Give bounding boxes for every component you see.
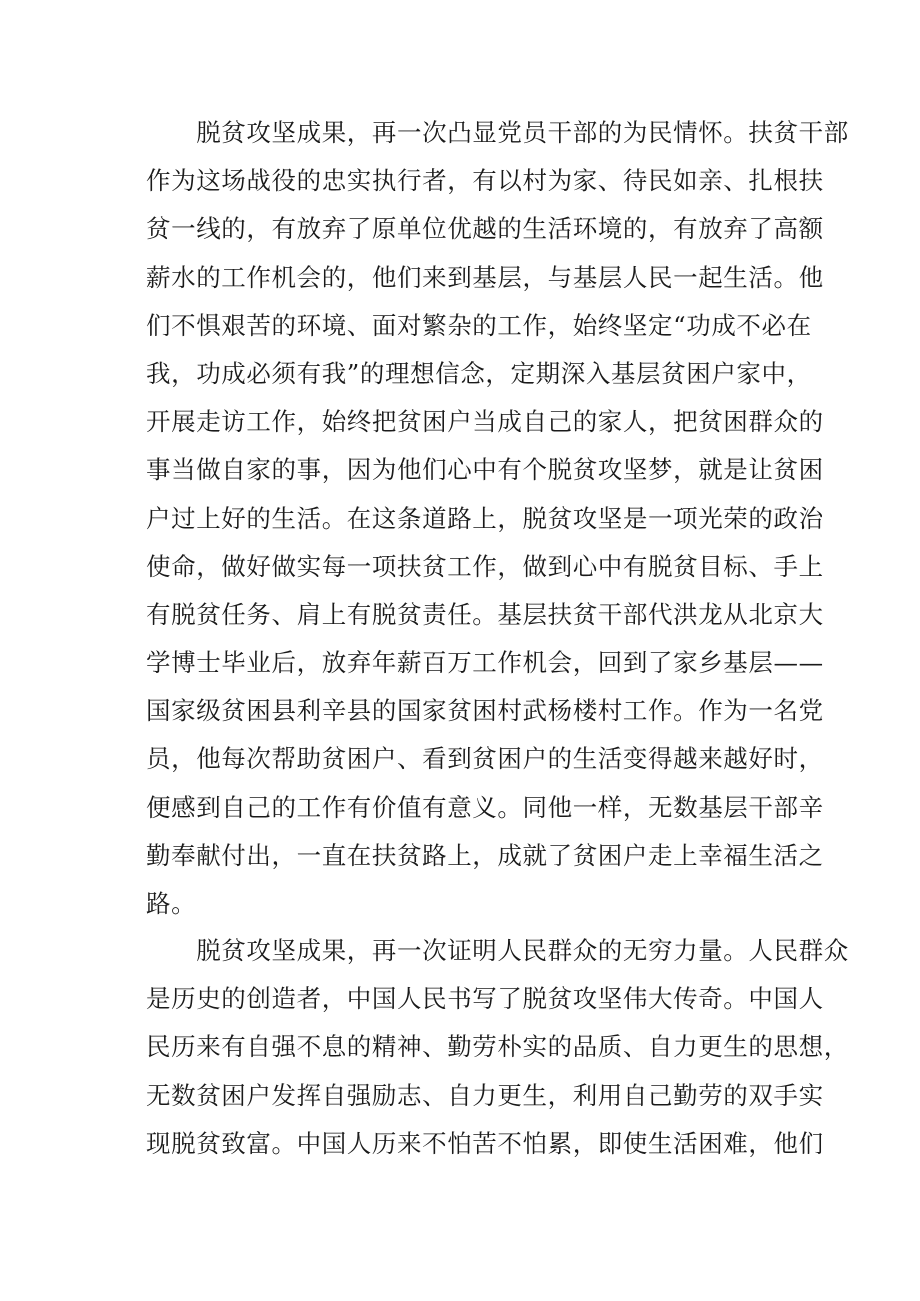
text-line: 员，他每次帮助贫困户、看到贫困户的生活变得越来越好时， [146, 744, 824, 774]
text-line: 便感到自己的工作有价值有意义。同他一样，无数基层干部辛 [146, 792, 824, 822]
text-line: 无数贫困户发挥自强励志、自力更生，利用自己勤劳的双手实 [146, 1080, 824, 1110]
text-line: 户过上好的生活。在这条道路上，脱贫攻坚是一项光荣的政治 [146, 503, 824, 533]
text-line: 勤奉献付出，一直在扶贫路上，成就了贫困户走上幸福生活之 [146, 840, 824, 870]
text-line: 使命，做好做实每一项扶贫工作，做到心中有脱贫目标、手上 [146, 551, 824, 581]
text-line: 学博士毕业后，放弃年薪百万工作机会，回到了家乡基层—— [146, 648, 824, 678]
text-line: 薪水的工作机会的，他们来到基层，与基层人民一起生活。他 [146, 262, 824, 292]
text-line: 脱贫攻坚成果，再一次凸显党员干部的为民情怀。扶贫干部 [146, 118, 849, 147]
text-line: 路。 [146, 889, 197, 918]
text-line: 贫一线的，有放弃了原单位优越的生活环境的，有放弃了高额 [146, 214, 824, 244]
text-line: 作为这场战役的忠实执行者，有以村为家、待民如亲、扎根扶 [146, 166, 824, 196]
text-line: 有脱贫任务、肩上有脱贫责任。基层扶贫干部代洪龙从北京大 [146, 599, 824, 629]
text-line: 开展走访工作，始终把贫困户当成自己的家人，把贫困群众的 [146, 407, 824, 437]
text-line: 脱贫攻坚成果，再一次证明人民群众的无穷力量。人民群众 [146, 936, 849, 965]
text-line: 现脱贫致富。中国人历来不怕苦不怕累，即使生活困难，他们 [146, 1128, 824, 1158]
paragraph-1 [146, 109, 849, 928]
text-line: 民历来有自强不息的精神、勤劳朴实的品质、自力更生的思想， [146, 1032, 849, 1062]
text-line: 我，功成必须有我”的理想信念，定期深入基层贫困户家中， [146, 358, 812, 388]
text-line: 国家级贫困县利辛县的国家贫困村武杨楼村工作。作为一名党 [146, 696, 824, 726]
paragraph-2 [146, 927, 849, 1168]
text-line: 事当做自家的事，因为他们心中有个脱贫攻坚梦，就是让贫困 [146, 455, 824, 485]
text-line: 们不惧艰苦的环境、面对繁杂的工作，始终坚定“功成不必在 [146, 310, 812, 340]
text-line: 是历史的创造者，中国人民书写了脱贫攻坚伟大传奇。中国人 [146, 984, 824, 1014]
